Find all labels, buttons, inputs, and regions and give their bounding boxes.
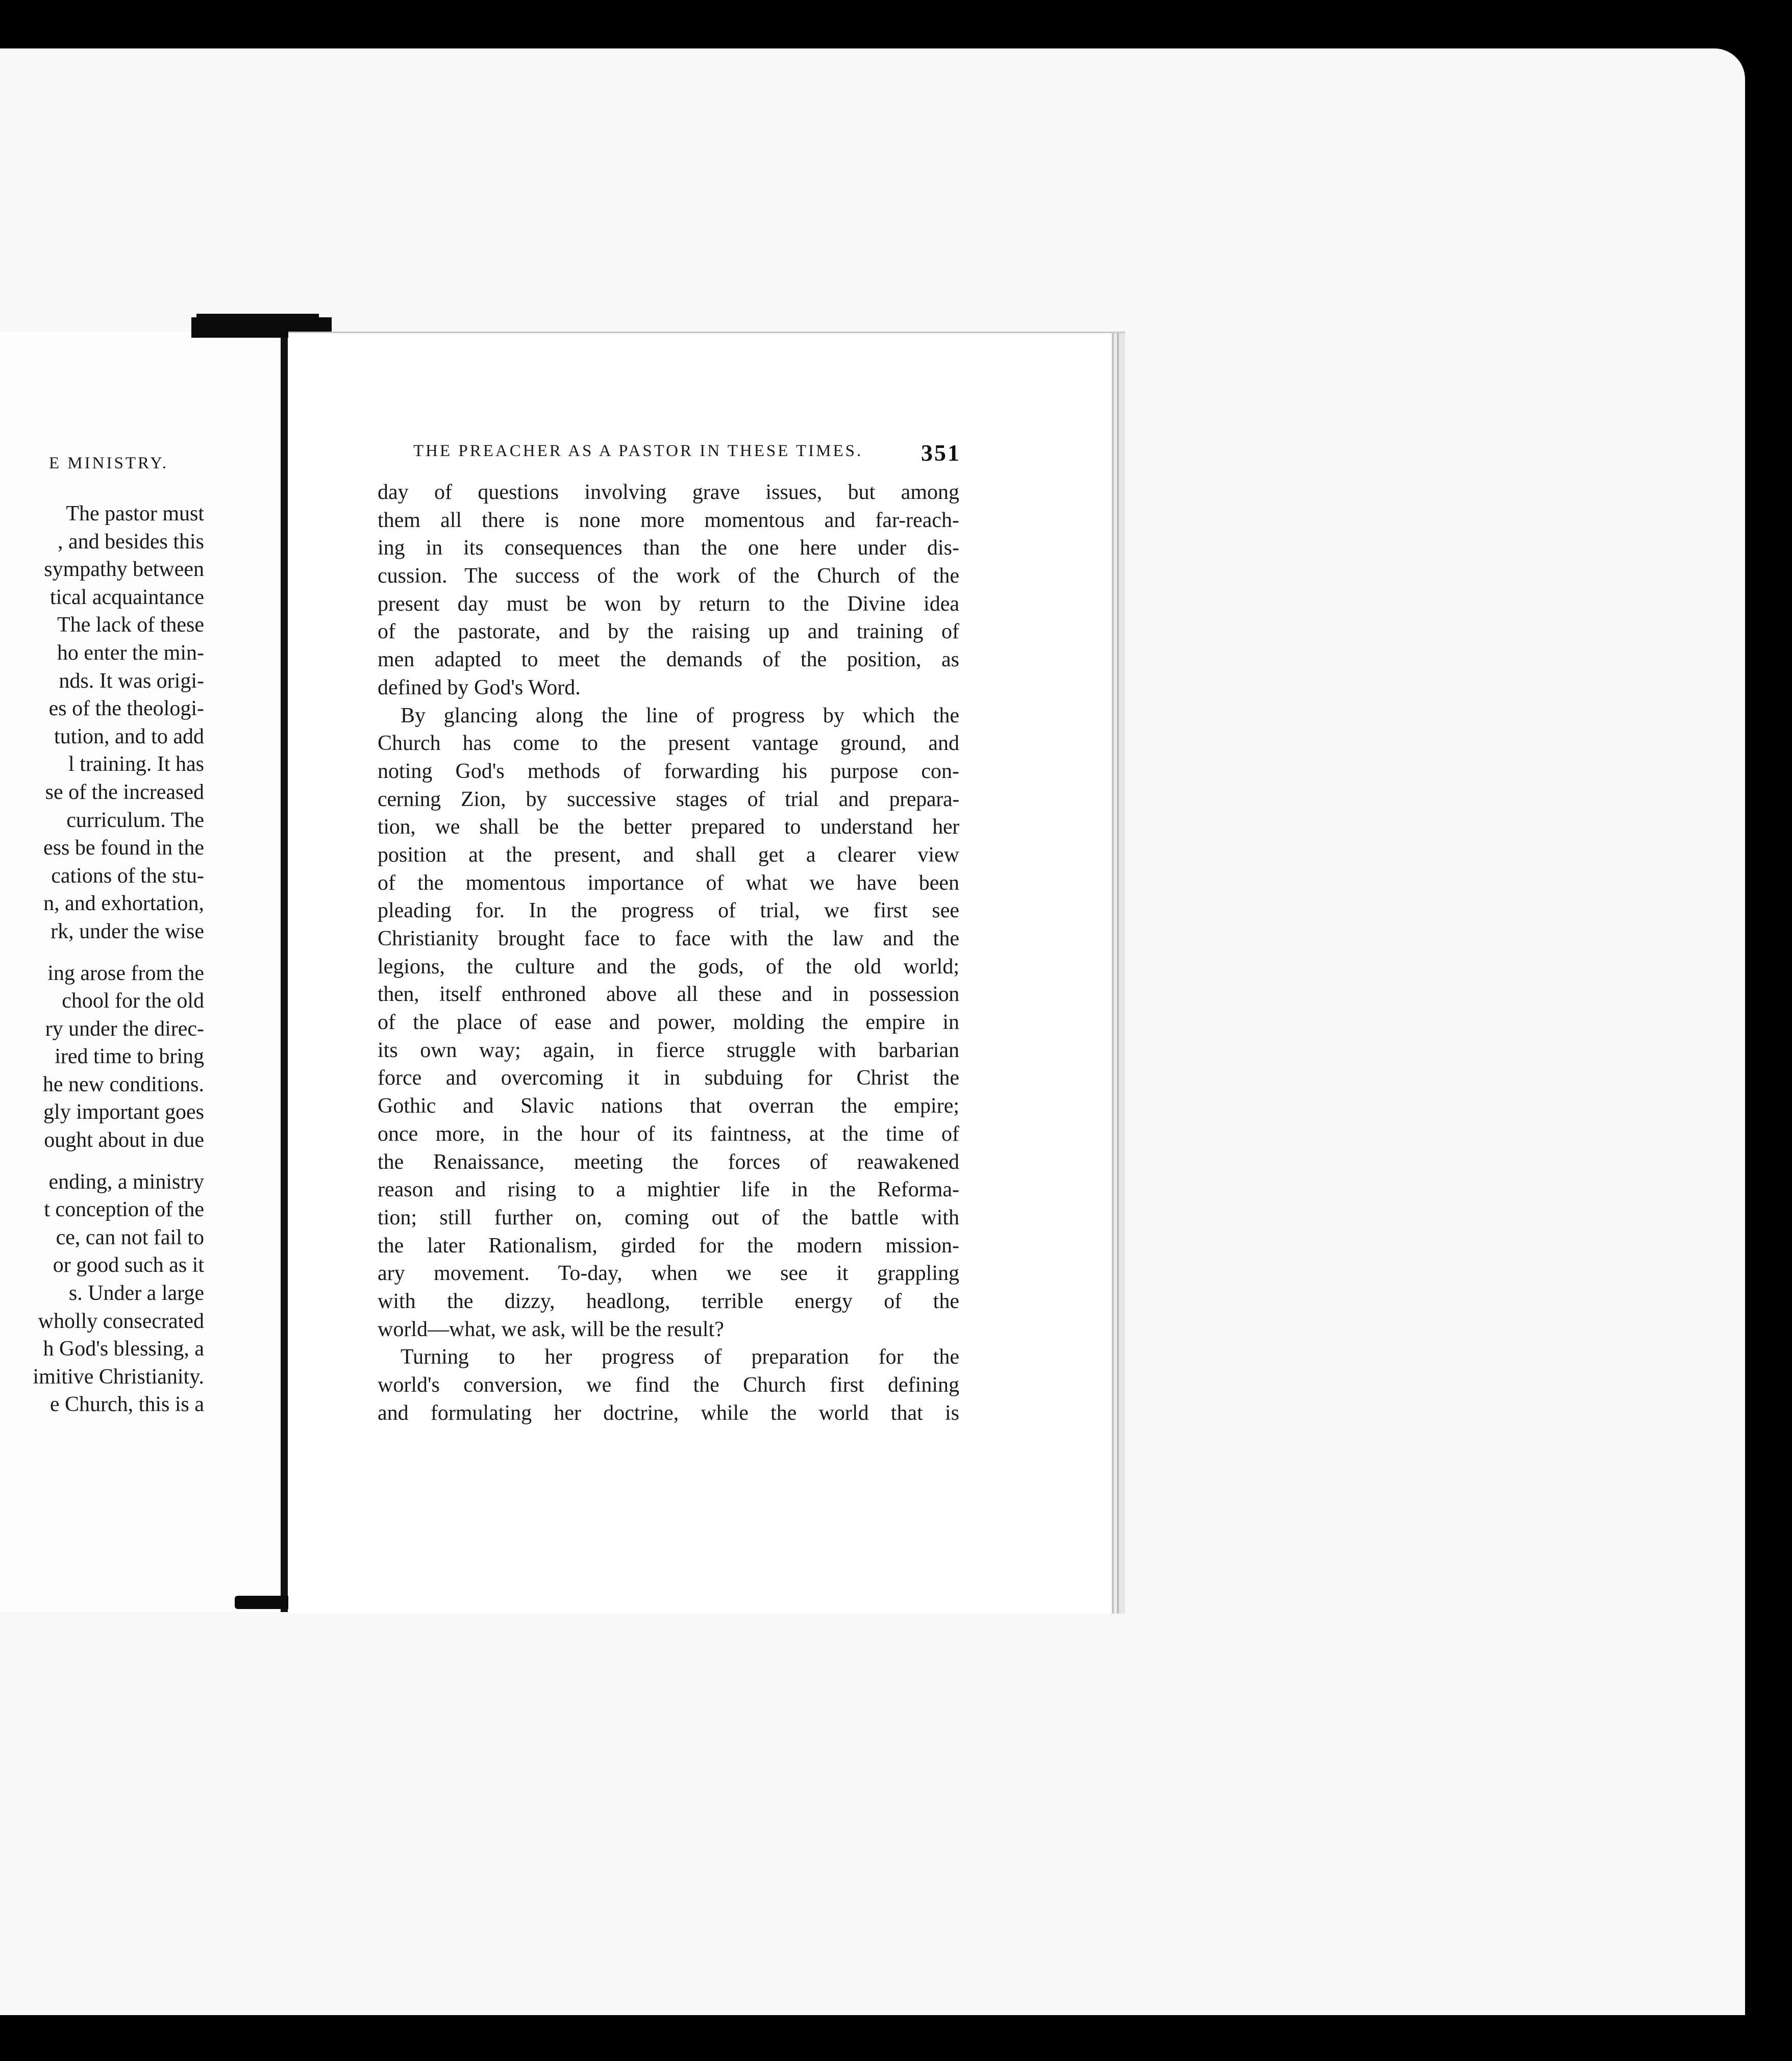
paragraph-gap — [0, 1154, 204, 1168]
text-line: its own way; again, in fierce struggle with barbarian — [378, 1038, 959, 1062]
text-line: of the momentous importance of what we have been — [378, 871, 959, 895]
text-line: imitive Christianity. — [33, 1365, 204, 1389]
text-line: cussion. The success of the work of the Church of the — [378, 564, 959, 588]
text-line: world's conversion, we find the Church first defining — [378, 1373, 959, 1397]
text-line: curriculum. The — [66, 808, 204, 832]
text-line: se of the increased — [45, 780, 204, 804]
page-number: 351 — [921, 440, 961, 466]
text-line: The pastor must — [66, 502, 204, 525]
text-line: t conception of the — [44, 1198, 204, 1222]
text-line: n, and exhortation, — [43, 892, 204, 916]
text-line: cerning Zion, by successive stages of trial and prepara- — [378, 787, 959, 811]
text-line: legions, the culture and the gods, of the old world; — [378, 954, 959, 978]
text-line: Gothic and Slavic nations that overran the empire; — [378, 1094, 959, 1118]
text-line: once more, in the hour of its faintness, at the time of — [378, 1122, 959, 1146]
text-line: cations of the stu- — [51, 864, 204, 888]
text-line: noting God's methods of forwarding his purpose con- — [378, 759, 959, 783]
text-line: s. Under a large — [68, 1281, 204, 1305]
text-line: ired time to bring — [55, 1045, 204, 1069]
text-line: Christianity brought face to face with the law and the — [378, 927, 959, 950]
binding-rod — [281, 332, 288, 1612]
text-line: e Church, this is a — [49, 1393, 204, 1417]
text-line: reason and rising to a mightier life in the Reforma- — [378, 1178, 959, 1202]
left-page — [0, 332, 283, 1612]
text-line: then, itself enthroned above all these and in possession — [378, 983, 959, 1007]
text-line: day of questions involving grave issues, but among — [378, 481, 959, 504]
text-line: defined by God's Word. — [378, 675, 581, 699]
text-line: nds. It was origi- — [59, 669, 204, 693]
text-line: ho enter the min- — [57, 641, 204, 665]
left-running-head: E MINISTRY. — [48, 454, 168, 472]
text-line: tical acquaintance — [50, 585, 204, 609]
text-line: , and besides this — [58, 530, 204, 554]
scan-bottom-border — [0, 2015, 1792, 2061]
left-page-text — [0, 500, 204, 1419]
text-line: rk, under the wise — [51, 919, 204, 943]
text-line: wholly consecrated — [38, 1309, 204, 1333]
text-line: gly important goes — [43, 1100, 204, 1124]
text-line: ing arose from the — [47, 961, 204, 985]
text-line: l training. It has — [68, 752, 204, 776]
text-line: the Renaissance, meeting the forces of reawakened — [378, 1150, 959, 1174]
text-line: he new conditions. — [42, 1072, 204, 1096]
text-line: ending, a ministry — [48, 1170, 204, 1194]
paragraph-gap — [0, 946, 204, 960]
text-line: them all there is none more momentous and far-reach- — [378, 508, 959, 532]
text-line: ing in its consequences than the one here under dis- — [378, 536, 959, 560]
text-line: ce, can not fail to — [56, 1225, 204, 1249]
text-line: ought about in due — [44, 1128, 204, 1152]
text-line: tion; still further on, coming out of the battle with — [378, 1205, 959, 1229]
text-line: with the dizzy, headlong, terrible energy of the — [378, 1289, 959, 1313]
text-line: world—what, we ask, will be the result? — [378, 1317, 724, 1341]
right-page — [288, 332, 1125, 1614]
text-line: tution, and to add — [54, 724, 204, 748]
scan-right-border — [1745, 48, 1792, 2015]
text-line: chool for the old — [62, 989, 204, 1013]
scan-top-border — [0, 0, 1792, 48]
text-line: the later Rationalism, girded for the modern mission- — [378, 1234, 959, 1258]
text-line: By glancing along the line of progress by which the — [401, 703, 959, 727]
text-line: men adapted to meet the demands of the position, as — [378, 648, 959, 672]
text-line: Turning to her progress of preparation for the — [401, 1345, 959, 1369]
text-line: and formulating her doctrine, while the world that is — [378, 1401, 959, 1425]
text-line: ess be found in the — [43, 836, 204, 860]
page-body — [378, 479, 959, 1427]
text-line: or good such as it — [53, 1253, 204, 1277]
text-line: ry under the direc- — [45, 1017, 204, 1041]
text-line: of the pastorate, and by the raising up and training of — [378, 620, 959, 644]
text-line: ary movement. To-day, when we see it grappling — [378, 1262, 959, 1286]
text-line: tion, we shall be the better prepared to understand her — [378, 815, 959, 839]
text-line: of the place of ease and power, molding the empire in — [378, 1011, 959, 1035]
text-line: Church has come to the present vantage ground, and — [378, 732, 959, 756]
running-head: THE PREACHER AS A PASTOR IN THESE TIMES. — [413, 442, 863, 460]
text-line: force and overcoming it in subduing for Christ the — [378, 1066, 959, 1090]
text-line: h God's blessing, a — [43, 1337, 204, 1361]
text-line: position at the present, and shall get a clearer view — [378, 843, 959, 867]
text-line: present day must be won by return to the Divine idea — [378, 592, 959, 616]
text-line: pleading for. In the progress of trial, we first see — [378, 899, 959, 923]
text-line: sympathy between — [44, 558, 204, 582]
text-line: es of the theologi- — [48, 697, 204, 721]
text-line: The lack of these — [57, 613, 204, 637]
